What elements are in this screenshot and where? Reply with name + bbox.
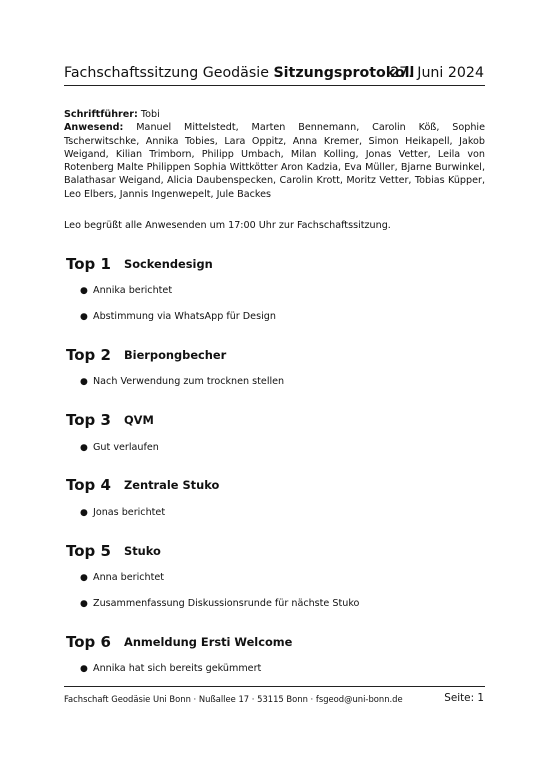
list-item-text: Nach Verwendung zum trocknen stellen <box>93 376 285 387</box>
top-heading <box>66 632 292 651</box>
top-title: Sockendesign <box>124 257 213 271</box>
bullet-icon: ● <box>80 312 88 322</box>
top-number: Top 1 <box>66 255 111 273</box>
list-item <box>80 285 172 296</box>
list-item-text: Zusammenfassung Diskussionsrunde für nächste Stuko <box>93 598 360 609</box>
list-item-text: Abstimmung via WhatsApp für Design <box>93 311 276 322</box>
list-item-text: Annika berichtet <box>93 285 173 296</box>
intro-text: Leo begrüßt alle Anwesenden um 17:00 Uhr zur Fachschaftssitzung. <box>64 220 391 231</box>
bullet-icon: ● <box>80 599 88 609</box>
present-line <box>64 121 485 201</box>
page-footer <box>64 686 485 704</box>
list-item <box>80 311 276 322</box>
list-item-text: Anna berichtet <box>93 572 165 583</box>
document-date: 27. Juni 2024 <box>390 65 484 81</box>
bullet-icon: ● <box>80 286 88 296</box>
top-number: Top 3 <box>66 411 111 429</box>
writer-name: Tobi <box>140 109 160 120</box>
bullet-icon: ● <box>80 377 88 387</box>
bullet-icon: ● <box>80 443 88 453</box>
bullet-icon: ● <box>80 664 88 674</box>
title-prefix: Fachschaftssitzung Geodäsie <box>64 65 269 81</box>
list-item <box>80 507 165 518</box>
title-bold: Sitzungsprotokoll <box>273 65 415 81</box>
list-item <box>80 442 159 453</box>
top-heading <box>66 475 219 494</box>
top-title: Bierpongbecher <box>124 348 227 362</box>
top-number: Top 5 <box>66 542 111 560</box>
page-header <box>64 63 485 86</box>
list-item-text: Gut verlaufen <box>93 442 159 453</box>
top-title: Anmeldung Ersti Welcome <box>124 635 293 649</box>
list-item <box>80 572 164 583</box>
top-title: Zentrale Stuko <box>124 478 220 492</box>
top-heading <box>66 254 213 273</box>
list-item <box>80 598 359 609</box>
present-names: Manuel Mittelstedt, Marten Bennemann, Carolin Köß, Sophie Tscherwitschke, Annika Tobies, Lara Oppitz, Anna Kremer, Simon Heikapell, Jakob Weigand, Kilian Trimborn, Philipp Umbach, Milan Kolling, Jonas Vetter, Leila von Rotenberg Malte Philippen Sophia Wittkötter Aron Kadzia, Eva Müller, Bjarne Burwinkel, Balathasar Weigand, Alicia Daubenspecken, Carolin Krott, Moritz Vetter, Tobias Küpper, Leo Elbers, Jannis Ingenwepelt, Jule Backes <box>64 122 485 200</box>
list-item-text: Jonas berichtet <box>93 507 166 518</box>
top-title: Stuko <box>124 544 161 558</box>
list-item <box>80 376 284 387</box>
top-heading <box>66 345 226 364</box>
list-item <box>80 663 261 674</box>
writer-line <box>64 108 485 121</box>
footer-address: Fachschaft Geodäsie Uni Bonn · Nußallee 17 · 53115 Bonn · fsgeod@uni-bonn.de <box>64 694 403 704</box>
top-number: Top 6 <box>66 633 111 651</box>
meta-block <box>64 108 485 201</box>
page-number: Seite: 1 <box>444 692 484 704</box>
top-number: Top 2 <box>66 346 111 364</box>
bullet-icon: ● <box>80 573 88 583</box>
list-item-text: Annika hat sich bereits gekümmert <box>93 663 262 674</box>
top-number: Top 4 <box>66 476 111 494</box>
present-label: Anwesend: <box>64 122 124 134</box>
top-heading <box>66 541 161 560</box>
document-title <box>64 65 414 81</box>
writer-label: Schriftführer: <box>64 109 138 120</box>
top-title: QVM <box>124 413 154 427</box>
top-heading <box>66 410 154 429</box>
bullet-icon: ● <box>80 508 88 518</box>
